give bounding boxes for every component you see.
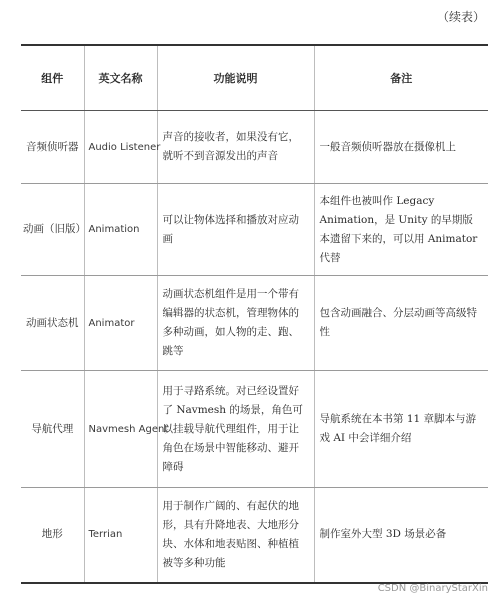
cell-english-name: Navmesh Agent [84,371,157,488]
cell-english-name: Audio Listener [84,111,157,184]
cell-note: 一般音频侦听器放在摄像机上 [314,111,488,184]
cell-component: 导航代理 [21,371,84,488]
cell-function: 用于制作广阔的、有起伏的地形，具有升降地表、大地形分块、水体和地表贴图、种植植被等多种功能 [157,488,314,583]
cell-component: 音频侦听器 [21,111,84,184]
table-row [21,184,488,276]
cell-function: 可以让物体选择和播放对应动画 [157,184,314,276]
source-watermark: CSDN @BinaryStarXin [377,583,488,594]
header-english-name: 英文名称 [84,45,157,111]
cell-note: 本组件也被叫作 Legacy Animation，是 Unity 的早期版本遗留下来的，可以用 Animator 代替 [314,184,488,276]
table-row [21,111,488,184]
cell-function: 声音的接收者，如果没有它，就听不到音源发出的声音 [157,111,314,184]
cell-component: 动画（旧版） [21,184,84,276]
table-header-row [21,45,488,111]
cell-note: 制作室外大型 3D 场景必备 [314,488,488,583]
cell-english-name: Animator [84,276,157,371]
table-row [21,371,488,488]
component-table [21,44,488,584]
header-function: 功能说明 [157,45,314,111]
component-table-container [21,44,488,584]
header-component: 组件 [21,45,84,111]
cell-note: 导航系统在本书第 11 章脚本与游戏 AI 中会详细介绍 [314,371,488,488]
table-row [21,276,488,371]
cell-note: 包含动画融合、分层动画等高级特性 [314,276,488,371]
cell-english-name: Terrian [84,488,157,583]
cell-function: 动画状态机组件是用一个带有编辑器的状态机，管理物体的多种动画，如人物的走、跑、跳等 [157,276,314,371]
table-row [21,488,488,583]
header-note: 备注 [314,45,488,111]
cell-component: 地形 [21,488,84,583]
cell-function: 用于寻路系统。对已经设置好了 Navmesh 的场景，角色可以挂载导航代理组件，用于让角色在场景中智能移动、避开障碍 [157,371,314,488]
cell-component: 动画状态机 [21,276,84,371]
continued-label: （续表） [436,10,485,24]
cell-english-name: Animation [84,184,157,276]
